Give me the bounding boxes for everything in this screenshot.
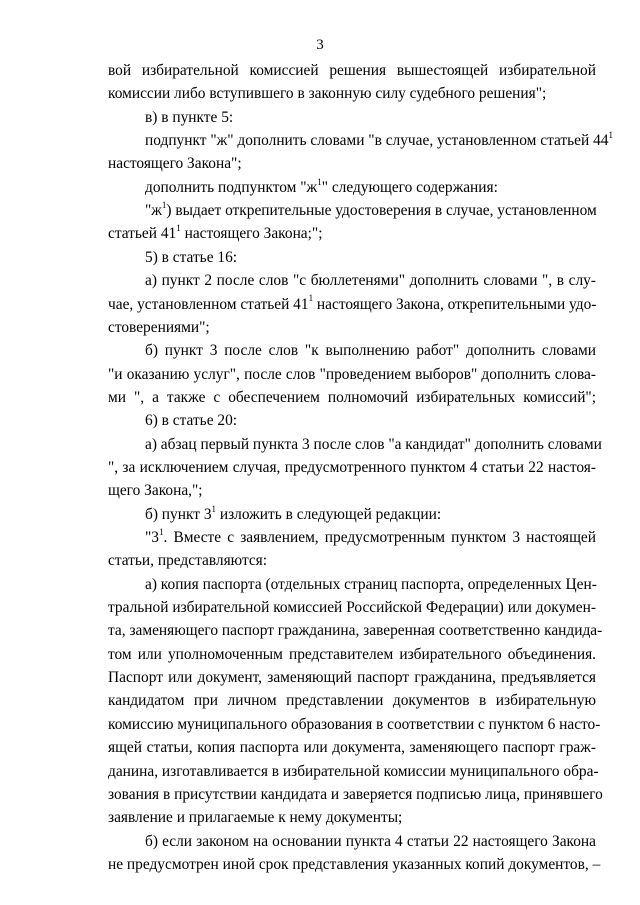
text-segment: статьей 41 [108, 225, 177, 243]
text-line [108, 808, 596, 828]
text-segment: "ж [145, 202, 162, 220]
text-segment: настоящего Закона, открепительными удо- [313, 295, 597, 313]
text-segment: 6) в статье 20: [145, 412, 238, 430]
text-segment: "3 [145, 529, 159, 546]
text-line [108, 224, 596, 244]
text-line [108, 855, 601, 875]
text-line [145, 528, 596, 548]
text-line [108, 365, 596, 385]
text-segment: настоящего Закона;"; [180, 225, 323, 243]
text-segment: том или уполномоченным представителем избирательного объединения. [108, 645, 596, 663]
superscript: 1 [161, 199, 167, 210]
text-segment: зования в присутствии кандидата и заверяется подписью лица, принявшего [108, 785, 603, 803]
text-line [108, 388, 596, 408]
superscript: 1 [176, 223, 181, 234]
text-segment: статьи, представляются: [108, 552, 268, 570]
text-line [145, 435, 602, 455]
text-segment: а) абзац первый пункта 3 после слов "а кандидат" дополнить словами [145, 435, 602, 453]
text-segment: стоверениями"; [108, 318, 210, 336]
text-segment: " следующего содержания: [321, 178, 498, 196]
text-segment: подпункт "ж" дополнить словами "в случае, установленном статьей 44 [145, 132, 609, 150]
text-segment: а) пункт 2 после слов "с бюллетенями" дополнить словами ", в слу- [145, 272, 596, 290]
text-line [145, 129, 613, 151]
text-segment: тральной избирательной комиссией Российской Федерации) или докумен- [108, 599, 596, 617]
text-segment: а) копия паспорта (отдельных страниц паспорта, определенных Цен- [145, 575, 597, 593]
superscript: 1 [211, 503, 217, 514]
text-line [108, 645, 596, 665]
text-line [108, 762, 599, 782]
page-number: 3 [316, 37, 324, 53]
text-line [108, 785, 603, 805]
text-line [145, 271, 596, 291]
text-line [108, 154, 596, 174]
text-segment: . Вместе с заявлением, предусмотренным пунктом 3 настоящей [163, 529, 596, 546]
superscript: 1 [158, 526, 164, 537]
text-line [145, 411, 596, 431]
text-line [108, 621, 603, 641]
text-line [145, 248, 596, 268]
text-segment: не предусмотрен иной срок представления указанных копий документов, – [108, 855, 601, 873]
text-line [108, 668, 596, 688]
text-segment: ми ", а также с обеспечением полномочий избирательных комиссий"; [108, 388, 596, 406]
text-segment: заявление и прилагаемые к нему документы; [108, 809, 403, 827]
text-segment: б) пункт 3 после слов "к выполнению работ" дополнить словами [145, 342, 596, 360]
text-segment: чае, установленном статьей 41 [108, 295, 309, 313]
text-line [145, 201, 596, 221]
text-line [145, 505, 596, 525]
text-line [108, 598, 596, 618]
text-segment: щего Закона,"; [108, 482, 203, 500]
superscript: 1 [308, 293, 314, 304]
text-segment: комиссию муниципального образования в соответствии с пунктом 6 насто- [108, 715, 601, 733]
text-segment: настоящего Закона"; [108, 155, 242, 173]
superscript: 1 [608, 129, 613, 140]
text-line [145, 575, 596, 595]
text-line [108, 691, 596, 711]
text-line [145, 108, 596, 128]
text-segment: ) выдает открепительные удостоверения в случае, установленном [166, 202, 597, 220]
text-line [108, 61, 596, 81]
text-segment: комиссии либо вступившего в законную силу судебного решения"; [108, 85, 547, 103]
text-segment: Паспорт или документ, заменяющий паспорт гражданина, предъявляется [108, 669, 596, 687]
superscript: 1 [317, 176, 322, 187]
text-line [145, 341, 596, 361]
text-segment: вой избирательной комиссией решения вышестоящей избирательной [108, 62, 596, 79]
text-segment: данина, изготавливается в избирательной комиссии муниципального обра- [108, 762, 599, 780]
text-line [145, 178, 596, 198]
text-segment: в) в пункте 5: [145, 108, 234, 126]
text-line [145, 832, 596, 852]
text-segment: ящей статьи, копия паспорта или документа, заменяющего паспорт граж- [108, 739, 596, 757]
text-segment: кандидатом при личном представлении документов в избирательную [108, 692, 596, 710]
text-line [108, 458, 596, 478]
text-segment: ", за исключением случая, предусмотренного пунктом 4 статьи 22 настоя- [108, 458, 596, 476]
text-segment: б) пункт 3 [145, 505, 212, 523]
text-segment: изложить в следующей редакции: [216, 505, 442, 523]
text-line [108, 551, 596, 571]
text-segment: та, заменяющего паспорт гражданина, заверенная соответственно кандида- [108, 622, 603, 640]
text-line [108, 738, 596, 758]
text-line [108, 84, 596, 104]
text-line [108, 715, 601, 735]
text-line [108, 295, 596, 315]
text-line [108, 481, 596, 501]
text-segment: б) если законом на основании пункта 4 статьи 22 настоящего Закона [145, 832, 596, 850]
text-segment: дополнить подпунктом "ж [145, 178, 318, 196]
text-segment: 5) в статье 16: [145, 248, 238, 266]
text-line [108, 318, 596, 338]
text-segment: "и оказанию услуг", после слов "проведением выборов" дополнить слова- [108, 365, 596, 383]
